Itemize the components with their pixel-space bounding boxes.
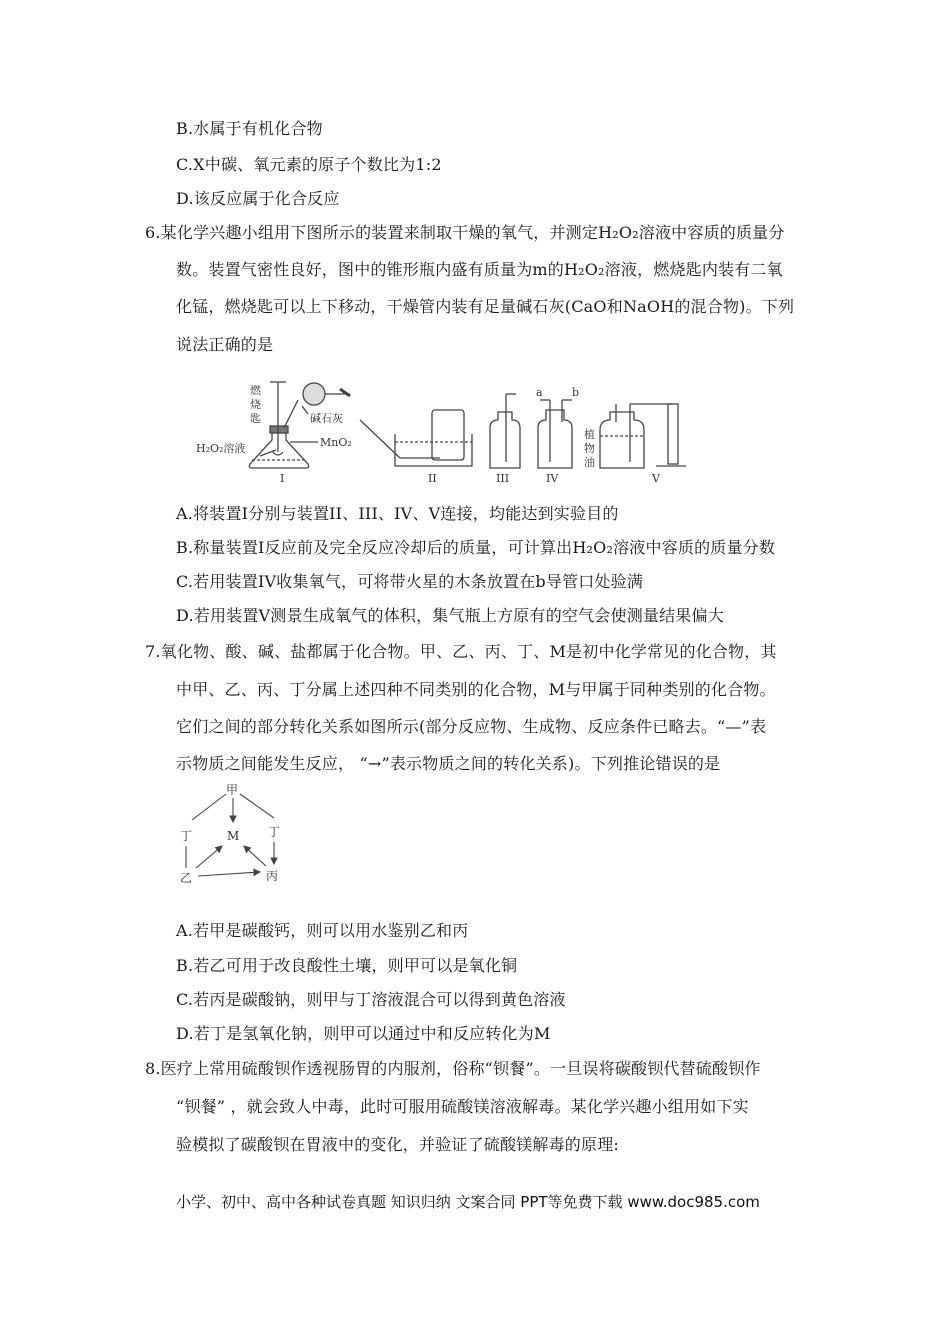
q7-option-b: B.若乙可用于改良酸性土壤，则甲可以是氧化铜 — [176, 956, 518, 975]
q7-option-d: D.若丁是氢氧化钠，则甲可以通过中和反应转化为M — [176, 1024, 551, 1043]
q5-option-d: D.该反应属于化合反应 — [176, 189, 340, 208]
q5-option-b: B.水属于有机化合物 — [176, 119, 323, 138]
q6-option-b: B.称量装置I反应前及完全反应冷却后的质量，可计算出H₂O₂溶液中容质的质量分数 — [176, 538, 776, 557]
node-jia: 甲 — [226, 783, 239, 797]
label-spoon-2: 烧 — [250, 398, 261, 411]
conical-flask — [249, 432, 308, 468]
label-h2o2-solution: H₂O₂溶液 — [196, 442, 246, 455]
label-mno2: MnO₂ — [320, 436, 352, 449]
q7-relation-diagram — [170, 782, 290, 886]
q7-option-c: C.若丙是碳酸钠，则甲与丁溶液混合可以得到黄色溶液 — [176, 990, 566, 1009]
label-spoon-3: 匙 — [250, 412, 261, 425]
q6-stem-line-3: 化锰，燃烧匙可以上下移动，干燥管内装有足量碱石灰(CaO和NaOH的混合物)。下列 — [176, 297, 795, 316]
q6-option-a: A.将装置I分别与装置II、III、IV、V连接，均能达到实验目的 — [176, 504, 619, 523]
q8-stem-line-2: “钡餐” ，就会致人中毒，此时可服用硫酸镁溶液解毒。某化学兴趣小组用如下实 — [176, 1097, 749, 1116]
label-tube-b: b — [572, 386, 580, 399]
node-m: M — [227, 829, 240, 843]
label-tube-a: a — [536, 386, 543, 399]
q6-stem-line-2: 数。装置气密性良好，图中的锥形瓶内盛有质量为m的H₂O₂溶液，燃烧匙内装有二氧 — [176, 260, 783, 279]
q7-stem-line-1: 7.氧化物、酸、碱、盐都属于化合物。甲、乙、丙、丁、M是初中化学常见的化合物，其 — [145, 642, 777, 661]
node-yi: 乙 — [180, 871, 193, 885]
q8-stem-line-3: 验模拟了碳酸钡在胃液中的变化，并验证了硫酸镁解毒的原理: — [176, 1135, 619, 1154]
label-spoon-1: 燃 — [250, 384, 261, 397]
node-ding-right: 丁 — [268, 825, 281, 839]
label-apparatus-i: I — [280, 472, 285, 485]
label-oil-1: 植 — [584, 428, 595, 441]
page-footer: 小学、初中、高中各种试卷真题 知识归纳 文案合同 PPT等免费下载 www.doc985.com — [176, 1193, 760, 1211]
q5-option-c: C.X中碳、氧元素的原子个数比为1:2 — [176, 155, 442, 174]
label-apparatus-ii: II — [428, 472, 437, 485]
label-apparatus-iv: IV — [546, 472, 559, 485]
label-oil-2: 物 — [584, 442, 595, 455]
q7-stem-line-3: 它们之间的部分转化关系如图所示(部分反应物、生成物、反应条件已略去。“—”表 — [176, 717, 767, 736]
q6-option-d: D.若用装置V测景生成氧气的体积，集气瓶上方原有的空气会使测量结果偏大 — [176, 606, 724, 625]
q6-stem-line-4: 说法正确的是 — [176, 335, 274, 354]
q7-stem-line-4: 示物质之间能发生反应， “→”表示物质之间的转化关系)。下列推论错误的是 — [176, 754, 721, 773]
node-bing: 丙 — [266, 869, 279, 883]
label-soda-lime: 碱石灰 — [310, 412, 343, 425]
label-apparatus-iii: III — [496, 472, 510, 485]
q7-option-a: A.若甲是碳酸钙，则可以用水鉴别乙和丙 — [176, 921, 469, 940]
label-apparatus-v: V — [652, 472, 660, 485]
q6-stem-line-1: 6.某化学兴趣小组用下图所示的装置来制取干燥的氧气，并测定H₂O₂溶液中容质的质量分 — [145, 223, 785, 242]
q6-option-c: C.若用装置IV收集氧气，可将带火星的木条放置在b导管口处验满 — [176, 572, 644, 591]
q7-stem-line-2: 中甲、乙、丙、丁分属上述四种不同类别的化合物，M与甲属于同种类别的化合物。 — [176, 680, 776, 699]
label-oil-3: 油 — [584, 456, 595, 469]
q8-stem-line-1: 8.医疗上常用硫酸钡作透视肠胃的内服剂，俗称“钡餐”。一旦误将碳酸钡代替硫酸钡作 — [145, 1059, 761, 1078]
q6-apparatus-figure — [190, 370, 710, 488]
node-ding-left: 丁 — [180, 829, 193, 843]
